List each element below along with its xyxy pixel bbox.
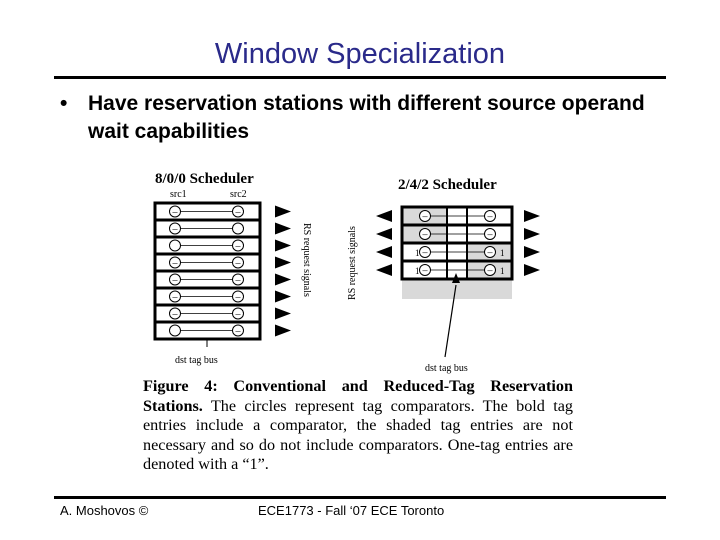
left-request-arrow <box>275 274 291 286</box>
right-one-tag-left: 1 <box>415 266 420 276</box>
slide-title: Window Specialization <box>214 38 506 70</box>
left-src1-label: src1 <box>170 189 187 200</box>
left-dst-tag-bus-label: dst tag bus <box>175 355 218 366</box>
right-scheduler-grid <box>376 207 540 299</box>
caption-bold: Figure 4: Conventional and Reduced-Tag Reservation Stations. <box>143 377 573 415</box>
left-comparator-src1-mark: – <box>172 258 178 269</box>
footer-course: ECE1773 - Fall ‘07 ECE Toronto <box>258 503 445 518</box>
left-request-arrow <box>275 257 291 269</box>
right-comparator-src1-mark: – <box>422 265 428 277</box>
left-comparator-src2-mark: – <box>235 292 241 303</box>
right-request-arrow <box>524 264 540 276</box>
left-comparator-src2-mark: – <box>235 258 241 269</box>
right-dst-tag-bus-label: dst tag bus <box>425 363 468 374</box>
left-request-arrow <box>275 206 291 218</box>
right-incoming-arrow <box>376 210 392 222</box>
left-scheduler-title: 8/0/0 Scheduler <box>155 171 254 187</box>
right-request-arrow <box>524 246 540 258</box>
left-comparator-src2-mark: – <box>235 309 241 320</box>
right-request-arrow <box>524 228 540 240</box>
right-comparator-src1-mark: – <box>422 229 428 241</box>
left-scheduler-grid <box>155 203 291 347</box>
left-rs-request-label: RS request signals <box>301 223 312 297</box>
title-divider <box>54 76 666 79</box>
right-scheduler-title: 2/4/2 Scheduler <box>398 177 497 193</box>
right-request-arrow <box>524 210 540 222</box>
left-request-arrow <box>275 325 291 337</box>
scheduler-diagram <box>140 165 580 385</box>
left-comparator-src2-mark: – <box>235 326 241 337</box>
left-src2-label: src2 <box>230 189 247 200</box>
left-comparator-src1-mark: – <box>172 224 178 235</box>
right-one-tag-right: 1 <box>500 266 505 276</box>
right-incoming-arrow <box>376 264 392 276</box>
left-comparator-src2-mark: – <box>235 207 241 218</box>
left-request-arrow <box>275 240 291 252</box>
figure-caption <box>143 377 573 475</box>
right-comparator-src2-mark: – <box>487 265 493 277</box>
left-comparator-src1-mark: – <box>172 292 178 303</box>
right-comparator-src2-mark: – <box>487 211 493 223</box>
right-one-tag-left: 1 <box>415 248 420 258</box>
right-comparator-src1-mark: – <box>422 211 428 223</box>
left-request-arrow <box>275 291 291 303</box>
bullet-text: Have reservation stations with different source operand wait capabilities <box>88 92 645 143</box>
left-comparator-src1 <box>170 240 181 251</box>
left-comparator-src1-mark: – <box>172 207 178 218</box>
right-comparator-src1-mark: – <box>422 247 428 259</box>
caption-text: The circles represent tag comparators. The bold tag entries include a comparator, the shaded tag entries are not necessary and so do not include comparators. One-tag entries are denoted with a “1”. <box>143 396 573 473</box>
left-comparator-src2 <box>233 223 244 234</box>
left-comparator-src1-mark: – <box>172 309 178 320</box>
right-one-tag-right: 1 <box>500 248 505 258</box>
bullet-dot-icon: • <box>60 92 68 115</box>
right-comparator-src2-mark: – <box>487 229 493 241</box>
right-incoming-arrow <box>376 228 392 240</box>
left-request-arrow <box>275 223 291 235</box>
left-comparator-src1 <box>170 325 181 336</box>
left-comparator-src2-mark: – <box>235 241 241 252</box>
right-rs-request-label: RS request signals <box>347 226 358 300</box>
right-incoming-arrow <box>376 246 392 258</box>
left-comparator-src1-mark: – <box>172 275 178 286</box>
left-request-arrow <box>275 308 291 320</box>
left-comparator-src2-mark: – <box>235 275 241 286</box>
footer-divider <box>54 496 666 499</box>
footer-author: A. Moshovos © <box>60 503 149 518</box>
right-comparator-src2-mark: – <box>487 247 493 259</box>
